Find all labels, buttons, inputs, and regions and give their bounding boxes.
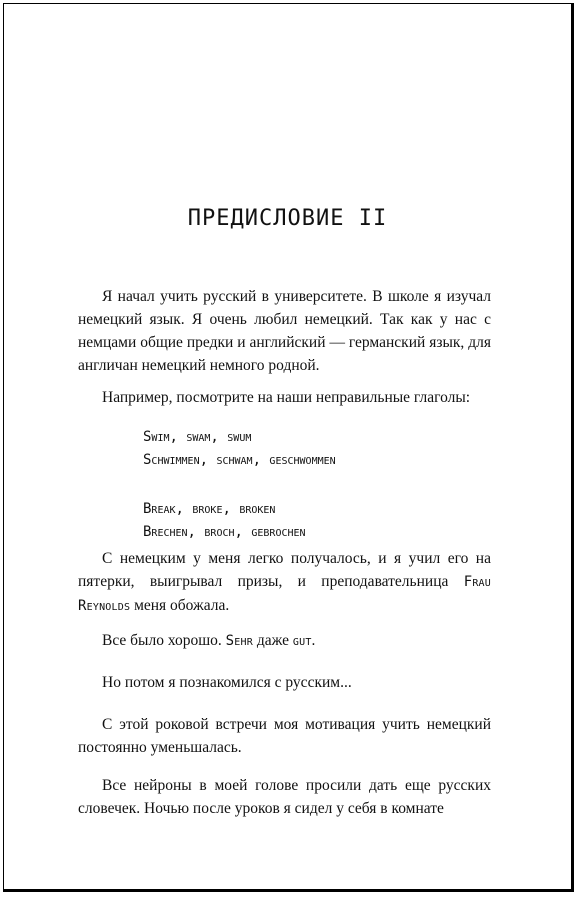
- book-page: [3, 3, 574, 892]
- teacher-name: Frau Reynolds: [78, 574, 491, 614]
- text-segment: .: [311, 632, 316, 649]
- text-segment: С немецким у меня легко получалось, и я учил его на пятерки, выигрывал призы, и преподавательница: [78, 550, 491, 590]
- paragraph-neurons: Все нейроны в моей голове просили дать еще русских словечек. Ночью после уроков я сидел у себя в комнате: [78, 777, 491, 817]
- text-segment: меня обожала.: [130, 597, 230, 614]
- verb-line-english: Break, broke, broken: [143, 501, 276, 517]
- verb-line-german: Brechen, broch, gebrochen: [143, 524, 306, 540]
- verb-line-english: Swim, swam, swum: [143, 429, 252, 445]
- german-word-sehr: Sehr: [225, 633, 253, 649]
- paragraph-good: [78, 629, 491, 653]
- german-word-gut: gut: [292, 633, 312, 649]
- paragraph-intro: Я начал учить русский в университете. В школе я изучал немецкий язык. Я очень любил немецкий. Так как у нас с немцами общие предки и английский — германский язык, для англичан немецкий немного родной.: [78, 288, 491, 374]
- paragraph-teacher: [78, 547, 491, 618]
- paragraph-russian: Но потом я познакомился с русским...: [102, 674, 352, 691]
- verb-list-break: [143, 498, 306, 544]
- verb-list-swim: [143, 426, 336, 472]
- chapter-title: ПРЕДИСЛОВИЕ II: [187, 206, 388, 231]
- text-segment: Все было хорошо.: [102, 632, 226, 649]
- paragraph-motivation: С этой роковой встречи моя мотивация учить немецкий постоянно уменьшалась.: [78, 716, 491, 756]
- paragraph-example: Например, посмотрите на наши неправильные глаголы:: [102, 389, 471, 406]
- verb-line-german: Schwimmen, schwam, geschwommen: [143, 452, 336, 468]
- text-segment: даже: [252, 632, 293, 649]
